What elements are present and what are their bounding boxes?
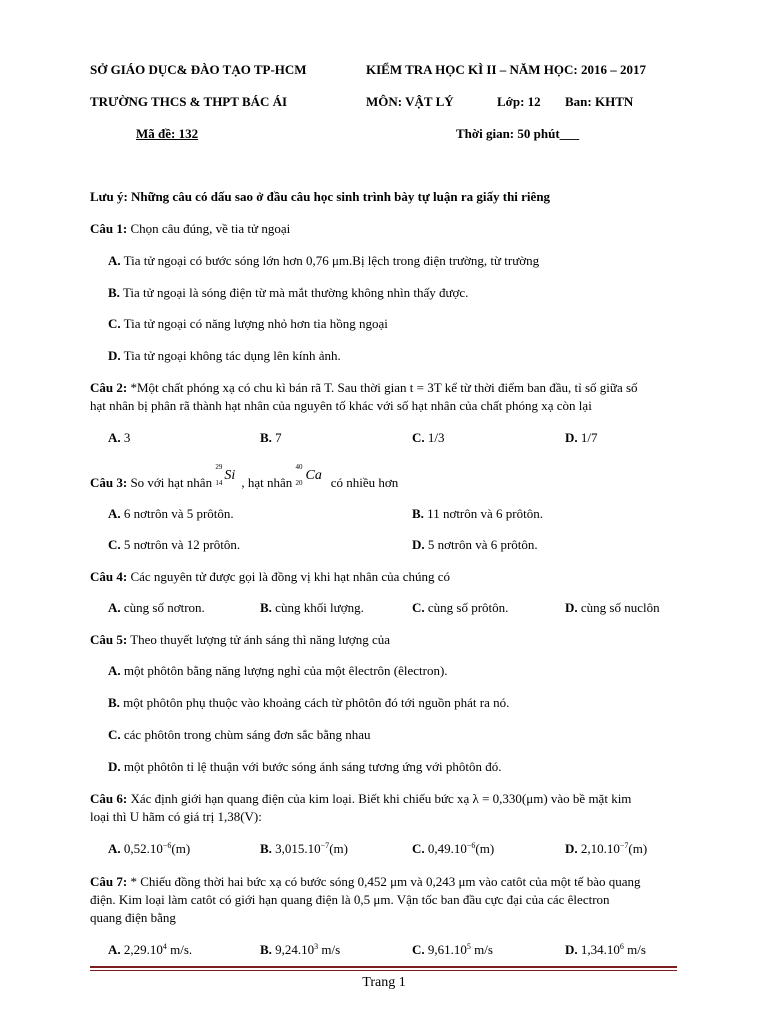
school-name: TRƯỜNG THCS & THPT BÁC ÁI <box>90 94 288 109</box>
q3-option-a: A. 6 nơtrôn và 5 prôtôn. <box>108 506 234 521</box>
q1-option-d: D. Tia tử ngoại không tác dụng lên kính ảnh. <box>108 348 341 363</box>
footer-rule-thin <box>90 970 677 971</box>
q7-option-b: B. 9,24.10$^3$ m/s <box>260 942 341 957</box>
subject-label: MÔN: VẬT LÝ <box>366 94 454 109</box>
question-6: Câu 6: Xác định giới hạn quang điện của kim loại. Biết khi chiếu bức xạ λ = 0,330(μm) vào bề mặt kim loại thì U hãm có giá trị 1,38(V): <box>90 791 632 824</box>
q4-option-a: A. cùng số nơtron. <box>108 600 205 615</box>
q2-option-b: B. 7 <box>260 430 282 445</box>
question-1 <box>90 221 290 237</box>
q7-option-a: A. 2,29.10$^4$ m/s. <box>108 942 193 957</box>
exam-title: KIỂM TRA HỌC KÌ II – NĂM HỌC: 2016 – 2017 <box>366 62 646 77</box>
question-label: Câu 2: <box>90 380 128 395</box>
exam-time: Thời gian: 50 phút___ <box>456 126 580 141</box>
question-2: Câu 2: *Một chất phóng xạ có chu kì bán rã T. Sau thời gian t = 3T kể từ thời điểm ban đầu, tỉ số giữa số hạt nhân bị phân rã thành hạt nhân của nguyên tố khác với số hạt nhân của chất phóng xạ còn lại <box>90 380 638 413</box>
question-label: Câu 7: <box>90 874 128 889</box>
branch-label: Ban: KHTN <box>565 94 634 109</box>
q4-option-b: B. cùng khối lượng. <box>260 600 364 615</box>
question-4: Câu 4: Các nguyên tử được gọi là đồng vị khi hạt nhân của chúng có <box>90 569 450 584</box>
q7-option-d: D. 1,34.10$^6$ m/s <box>565 942 646 957</box>
q2-option-d: D. 1/7 <box>565 430 598 445</box>
q6-option-b: B. $3,015.10^{-7}(m)$ <box>260 841 348 856</box>
question-label: Câu 6: <box>90 791 128 806</box>
question-label: Câu 3: <box>90 475 128 490</box>
page-number: Trang 1 <box>362 975 406 990</box>
instruction-note: Lưu ý: Những câu có dấu sao ở đầu câu học sinh trình bày tự luận ra giấy thi riêng <box>90 189 551 204</box>
silicon-nucleus: 29 14 Si <box>215 463 236 487</box>
q4-option-c: C. cùng số prôtôn. <box>412 600 509 615</box>
q6-option-d: D. $2,10.10^{-7}(m)$ <box>565 841 648 856</box>
exam-code: Mã đề: 132 <box>136 126 199 141</box>
question-5: Câu 5: Theo thuyết lượng tử ánh sáng thì năng lượng của <box>90 632 391 647</box>
q2-option-a: A. 3 <box>108 430 131 445</box>
question-7: Câu 7: * Chiếu đồng thời hai bức xạ có bước sóng 0,452 μm và 0,243 μm vào catôt của một tế bào quang điện. Kim loại làm catôt có giới hạn quang điện là 0,5 μm. Vận tốc ban đầu cực đại của các êlectron quang điện bằng <box>90 874 641 925</box>
q1-option-b: B. Tia tử ngoại là sóng điện từ mà mắt thường không nhìn thấy được. <box>108 285 469 300</box>
q3-option-b: B. 11 nơtrôn và 6 prôtôn. <box>412 506 543 521</box>
question-label: Câu 1: <box>90 221 128 236</box>
q5-option-d: D. một phôtôn tỉ lệ thuận với bước sóng ánh sáng tương ứng với phôtôn đó. <box>108 759 502 774</box>
q2-option-c: C. 1/3 <box>412 430 445 445</box>
question-label: Câu 5: <box>90 632 128 647</box>
q5-option-c: C. các phôtôn trong chùm sáng đơn sắc bằng nhau <box>108 727 371 742</box>
question-text: Chọn câu đúng, về tia tử ngoại <box>127 221 291 236</box>
calcium-nucleus: 40 20 Ca <box>295 463 322 487</box>
q5-option-b: B. một phôtôn phụ thuộc vào khoảng cách từ phôtôn đó tới nguồn phát ra nó. <box>108 695 510 710</box>
question-label: Câu 4: <box>90 569 128 584</box>
q6-option-c: C. $0,49.10^{-6}(m)$ <box>412 841 495 856</box>
grade-label: Lớp: 12 <box>497 94 541 109</box>
q1-option-c: C. Tia tử ngoại có năng lượng nhỏ hơn tia hồng ngoại <box>108 316 388 331</box>
q3-option-d: D. 5 nơtrôn và 6 prôtôn. <box>412 537 538 552</box>
q4-option-d: D. cùng số nuclôn <box>565 600 660 615</box>
question-3: Câu 3: So với hạt nhân 29 14 Si , hạt nhân 40 20 Ca có nhiều hơn <box>90 463 399 490</box>
q3-option-c: C. 5 nơtrôn và 12 prôtôn. <box>108 537 241 552</box>
q7-option-c: C. 9,61.10$^5$ m/s <box>412 942 493 957</box>
q6-option-a: A. $0,52.10^{-6}(m)$ <box>108 841 191 856</box>
footer-rule <box>90 966 677 968</box>
q5-option-a: A. một phôtôn bằng năng lượng nghỉ của một êlectrôn (êlectron). <box>108 663 448 678</box>
q1-option-a: A. Tia tử ngoại có bước sóng lớn hơn 0,76 μm.Bị lệch trong điện trường, từ trường <box>108 253 540 268</box>
department-name: SỞ GIÁO DỤC& ĐÀO TẠO TP-HCM <box>90 62 307 77</box>
